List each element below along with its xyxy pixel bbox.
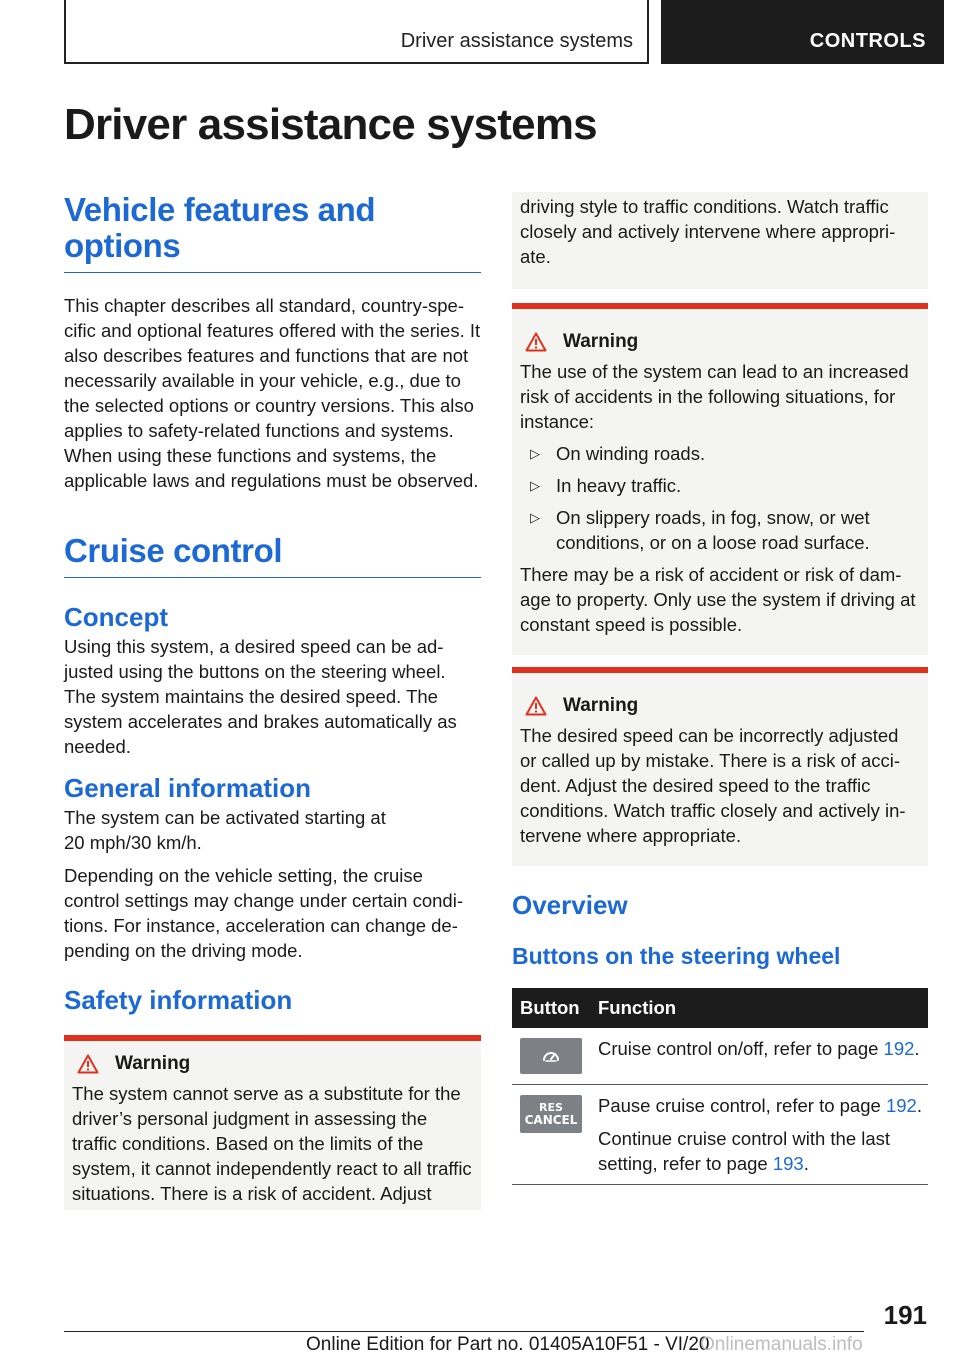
warning-triangle-icon bbox=[77, 1054, 99, 1074]
bullet-text: In heavy traffic. bbox=[556, 475, 682, 496]
function-text: Cruise control on/off, refer to page bbox=[598, 1038, 879, 1059]
general-info-text-2: Depending on the vehicle setting, the cruise control settings may change under certain conditions. For instance, acceleration can change depending on the driving mode. bbox=[64, 865, 464, 961]
warning-1-continued-text: driving style to traffic conditions. Watch traffic closely and actively intervene where appropriate. bbox=[520, 196, 896, 267]
header-section-title: Driver assistance systems bbox=[400, 30, 633, 52]
vehicle-features-heading: Vehicle features and options bbox=[64, 191, 376, 264]
function-line bbox=[598, 1126, 928, 1176]
period: . bbox=[803, 1153, 809, 1174]
warning-2-outro: There may be a risk of accident or risk of damage to property. Only use the system if driving at constant speed is possible. bbox=[520, 564, 916, 635]
page-number: 191 bbox=[883, 1300, 927, 1330]
header-chapter-tab bbox=[661, 0, 944, 64]
concept-heading: Concept bbox=[64, 602, 168, 632]
bullet-item bbox=[520, 473, 920, 498]
warning-label: Warning bbox=[563, 695, 639, 716]
warning-triangle-icon bbox=[525, 696, 547, 716]
warning-2-intro: The use of the system can lead to an increased risk of accidents in the following situations, for instance: bbox=[520, 361, 909, 432]
header-chapter-title: CONTROLS bbox=[809, 30, 926, 52]
table-row bbox=[512, 1085, 928, 1185]
triangle-bullet-icon: ▷ bbox=[530, 478, 540, 493]
button-cell bbox=[512, 1085, 598, 1185]
function-text: Continue cruise control with the last setting, refer to page bbox=[598, 1128, 891, 1174]
triangle-bullet-icon: ▷ bbox=[530, 446, 540, 461]
buttons-steering-wheel-heading: Buttons on the steering wheel bbox=[512, 943, 841, 969]
triangle-bullet-icon: ▷ bbox=[530, 510, 540, 525]
warning-label: Warning bbox=[115, 1053, 191, 1074]
column-header-function: Function bbox=[598, 988, 928, 1028]
page-link-192[interactable]: 192 bbox=[885, 1095, 917, 1116]
concept-text: Using this system, a desired speed can be adjusted using the buttons on the steering wheel. The system maintains the desired speed. The system accelerates and brakes automatically as needed. bbox=[64, 636, 457, 757]
right-column bbox=[512, 192, 928, 1185]
warning-3-text: The desired speed can be incorrectly adjusted or called up by mistake. There is a risk of accident. Adjust the desired speed to the traffic conditions. Watch traffic closely and actively intervene where appropriate. bbox=[520, 725, 906, 846]
period: . bbox=[914, 1038, 920, 1059]
res-button-label: RES bbox=[539, 1101, 563, 1114]
table-row bbox=[512, 1028, 928, 1085]
vehicle-features-rule bbox=[64, 272, 481, 273]
function-cell bbox=[598, 1085, 928, 1185]
warning-box-2 bbox=[512, 303, 928, 655]
button-cell bbox=[512, 1028, 598, 1085]
overview-heading: Overview bbox=[512, 890, 628, 920]
warning-box-3 bbox=[512, 667, 928, 866]
page-title: Driver assistance systems bbox=[64, 100, 597, 149]
function-cell bbox=[598, 1028, 928, 1085]
safety-information-heading: Safety information bbox=[64, 985, 293, 1015]
column-header-button: Button bbox=[512, 988, 598, 1028]
warning-header bbox=[72, 1051, 473, 1077]
warning-label: Warning bbox=[563, 331, 639, 352]
warning-header bbox=[520, 693, 920, 719]
function-text: Pause cruise control, refer to page bbox=[598, 1095, 881, 1116]
vehicle-features-text: This chapter describes all standard, country-specific and optional features offered with the series. It also describes features and functions that are not necessarily available in your vehicle, e.g., due to the selected options or country versions. This also applies to safety-related functions and systems. When using these functions and systems, the applicable laws and regulations must be observed. bbox=[64, 295, 481, 491]
cruise-control-icon bbox=[540, 1046, 562, 1066]
warning-triangle-icon bbox=[525, 332, 547, 352]
function-line bbox=[598, 1093, 928, 1118]
period: . bbox=[916, 1095, 922, 1116]
header-section-tab bbox=[64, 0, 649, 64]
bullet-item bbox=[520, 505, 920, 555]
page-link-193[interactable]: 193 bbox=[772, 1153, 804, 1174]
footer-edition: Online Edition for Part no. 01405A10F51 - VI/20 bbox=[306, 1334, 710, 1355]
warning-box-1-continued bbox=[512, 192, 928, 289]
warning-box-1 bbox=[64, 1035, 481, 1210]
bullet-text: On slippery roads, in fog, snow, or wet conditions, or on a loose road surface. bbox=[556, 507, 870, 553]
cruise-control-heading: Cruise control bbox=[64, 533, 481, 578]
buttons-table bbox=[512, 988, 928, 1185]
footer-watermark: Onlinemanuals.info bbox=[700, 1334, 863, 1355]
general-information-heading: General information bbox=[64, 773, 312, 803]
res-cancel-button-image bbox=[520, 1095, 582, 1133]
warning-header bbox=[520, 329, 920, 355]
cancel-button-label: CANCEL bbox=[524, 1113, 578, 1127]
table-header-row bbox=[512, 988, 928, 1028]
left-column bbox=[64, 192, 481, 1210]
bullet-item bbox=[520, 441, 920, 466]
warning-1-text: The system cannot serve as a substitute for the driver’s personal judgment in assessing the traffic conditions. Based on the limits of the system, it cannot independently react to all traffic situations. There is a risk of accident. Adjust bbox=[72, 1083, 472, 1204]
footer-divider bbox=[64, 1331, 864, 1332]
page-link-192[interactable]: 192 bbox=[883, 1038, 915, 1059]
bullet-text: On winding roads. bbox=[556, 443, 706, 464]
cruise-control-button-image bbox=[520, 1038, 582, 1074]
general-info-text-1: The system can be activated starting at 20 mph/30 km/h. bbox=[64, 807, 386, 853]
